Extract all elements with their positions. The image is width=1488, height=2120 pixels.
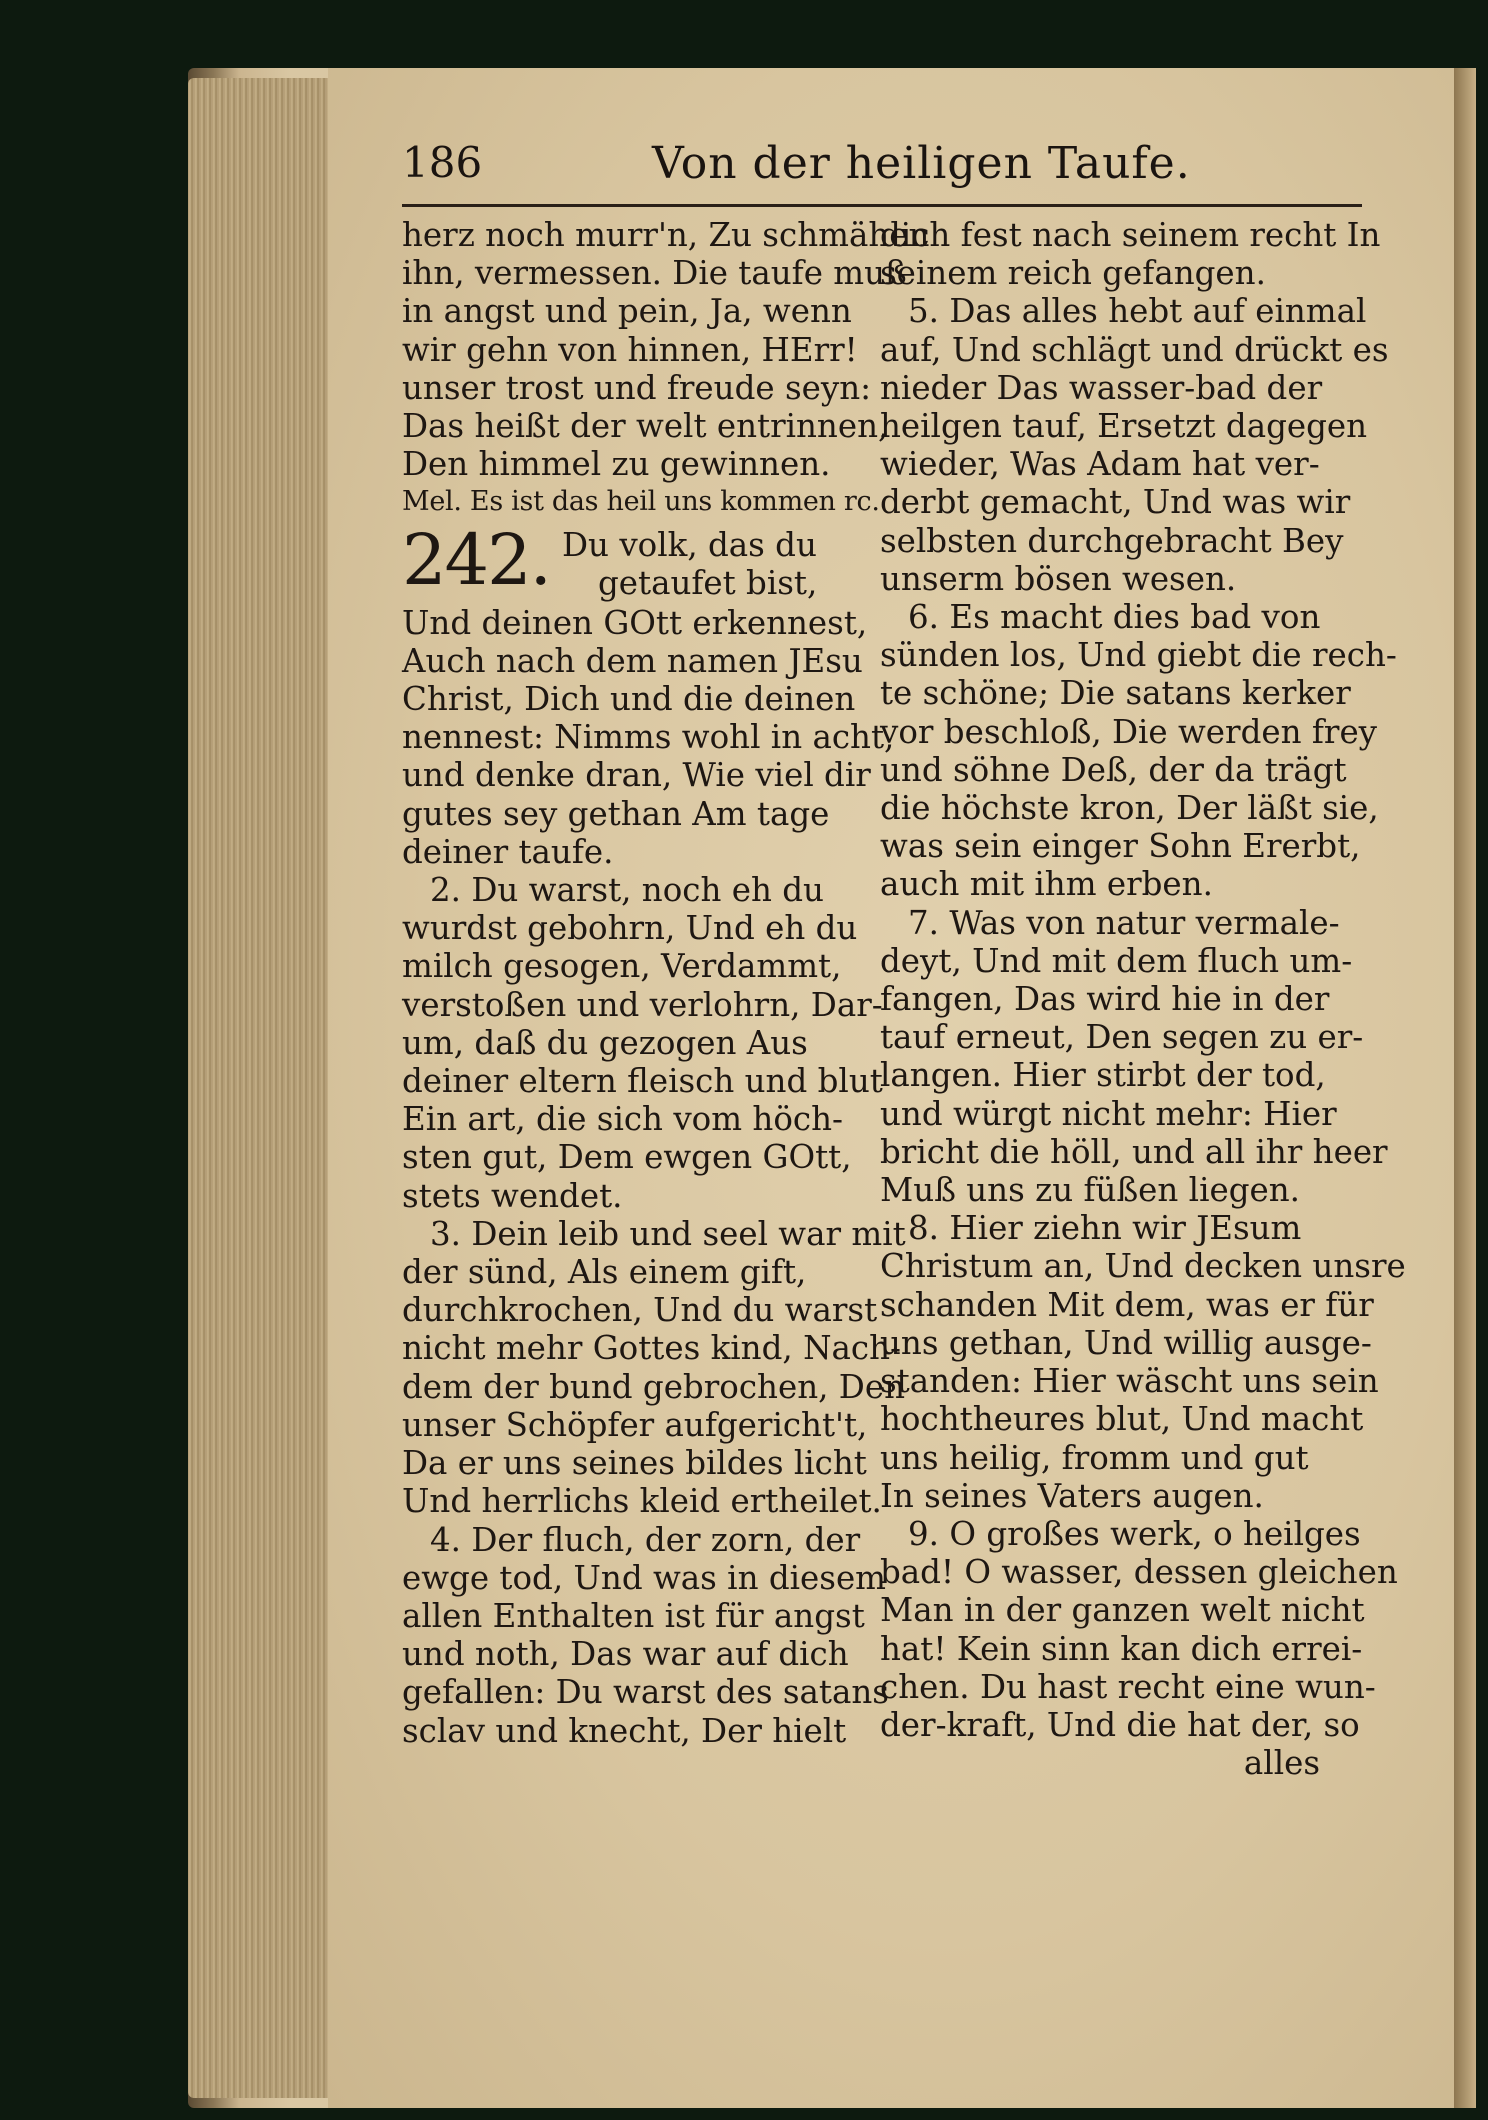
left-column-line: gutes sey gethan Am tage [402, 794, 830, 833]
left-column-line: unser Schöpfer aufgericht't, [402, 1405, 868, 1444]
left-column-line: deiner taufe. [402, 832, 614, 871]
right-column-line: seinem reich gefangen. [880, 254, 1266, 293]
left-column-line: sten gut, Dem ewgen GOtt, [402, 1138, 852, 1177]
left-column-line: ewge tod, Und was in diesem [402, 1558, 886, 1597]
left-before-lines [402, 216, 930, 484]
left-column-line: stets wendet. [402, 1176, 623, 1215]
left-column-line: sclav und knecht, Der hielt [402, 1711, 847, 1750]
right-column-line: nieder Das wasser-bad der [880, 368, 1323, 407]
right-column-line: 7. Was von natur vermale- [908, 903, 1340, 942]
running-title: Von der heiligen Taufe. [652, 138, 1191, 189]
right-column-line: 9. O großes werk, o heilges [908, 1514, 1361, 1553]
right-column-line: wieder, Was Adam hat ver- [880, 445, 1320, 484]
right-column-line: uns heilig, fromm und gut [880, 1438, 1309, 1477]
left-column-line: herz noch murr'n, Zu schmähen [402, 216, 930, 254]
left-column-line: der sünd, Als einem gift, [402, 1253, 807, 1292]
right-column-line: derbt gemacht, Und was wir [880, 483, 1351, 522]
right-column-line: und würgt nicht mehr: Hier [880, 1094, 1337, 1133]
right-column-line: langen. Hier stirbt der tod, [880, 1056, 1326, 1095]
right-column-line: tauf erneut, Den segen zu er- [880, 1018, 1364, 1057]
left-column-line: gefallen: Du warst des satans [402, 1673, 889, 1712]
left-column-line: wurdst gebohrn, Und eh du [402, 909, 858, 948]
left-column-line: Den himmel zu gewinnen. [402, 445, 831, 484]
catchword: alles [1243, 1744, 1320, 1783]
right-column-line: Man in der ganzen welt nicht [880, 1591, 1365, 1630]
header-rule [402, 204, 1362, 207]
right-column-line: uns gethan, Und willig ausge- [880, 1323, 1372, 1362]
right-column-line: vor beschloß, Die werden frey [880, 712, 1378, 751]
hymn-number: 242. [402, 518, 550, 601]
right-column-line: bricht die höll, und all ihr heer [880, 1132, 1388, 1171]
book-page [328, 68, 1454, 2108]
left-column-line: dem der bund gebrochen, Den [402, 1367, 906, 1406]
right-column-line: hochtheures blut, Und macht [880, 1400, 1364, 1439]
left-column-line: durchkrochen, Und du warst [402, 1291, 878, 1330]
right-column-line: chen. Du hast recht eine wun- [880, 1667, 1376, 1706]
right-column-line: schanden Mit dem, was er für [880, 1285, 1374, 1324]
right-column-line: der-kraft, Und die hat der, so [880, 1705, 1360, 1744]
right-column-line: unserm bösen wesen. [880, 559, 1237, 598]
page-number: 186 [402, 138, 483, 187]
facing-page-edge [1454, 68, 1476, 2108]
left-column-line: 4. Der fluch, der zorn, der [430, 1520, 861, 1559]
left-column-line: wir gehn von hinnen, HErr! [402, 330, 858, 369]
right-column-line: auf, Und schlägt und drückt es [880, 330, 1389, 369]
left-column-line: nennest: Nimms wohl in acht, [402, 718, 895, 757]
right-column-line: Christum an, Und decken unsre [880, 1247, 1406, 1286]
right-column-line: sünden los, Und giebt die rech- [880, 636, 1397, 675]
left-column-line: 3. Dein leib und seel war mit [430, 1214, 906, 1253]
right-column-line: In seines Vaters augen. [880, 1476, 1264, 1515]
hymn-heading [402, 518, 852, 604]
book [188, 68, 1476, 2108]
right-column-line: selbsten durchgebracht Bey [880, 521, 1344, 560]
page-header [402, 138, 1362, 208]
right-column-line: bad! O wasser, dessen gleichen [880, 1553, 1398, 1592]
left-column-line: Und herrlichs kleid ertheilet. [402, 1482, 882, 1521]
right-column-line: die höchste kron, Der läßt sie, [880, 789, 1379, 828]
left-column-line: unser trost und freude seyn: [402, 368, 872, 407]
hymn-second-line: getaufet bist, [598, 563, 818, 602]
left-column-line: und noth, Das war auf dich [402, 1635, 849, 1674]
right-column-line: te schöne; Die satans kerker [880, 674, 1351, 713]
right-column-line: hat! Kein sinn kan dich errei- [880, 1629, 1363, 1668]
right-column [880, 216, 1406, 1783]
left-column-line: Auch nach dem namen JEsu [402, 641, 863, 680]
right-column-line: deyt, Und mit dem fluch um- [880, 941, 1353, 980]
right-column-line: heilgen tauf, Ersetzt dagegen [880, 407, 1368, 446]
right-column-line: was sein einger Sohn Ererbt, [880, 827, 1361, 866]
left-column-line: allen Enthalten ist für angst [402, 1596, 865, 1635]
melody-line: Mel. Es ist das heil uns kommen rc. [402, 486, 880, 518]
right-column-line: 6. Es macht dies bad von [908, 598, 1321, 637]
left-column-line: Ein art, die sich vom höch- [402, 1100, 844, 1139]
right-column-line: auch mit ihm erben. [880, 865, 1213, 904]
left-column-line: ihn, vermessen. Die taufe muß [402, 254, 907, 293]
right-lines [880, 216, 1406, 1744]
right-column-line: und söhne Deß, der da trägt [880, 750, 1347, 789]
page-edges [188, 78, 328, 2098]
right-column-line: 8. Hier ziehn wir JEsum [908, 1209, 1302, 1248]
hymn-first-line: Du volk, das du [562, 525, 817, 564]
left-after-lines [402, 603, 906, 1750]
right-column-line: Muß uns zu füßen liegen. [880, 1171, 1300, 1210]
left-column-line: um, daß du gezogen Aus [402, 1023, 808, 1062]
left-column-line: deiner eltern fleisch und blut [402, 1062, 883, 1101]
right-column-line: 5. Das alles hebt auf einmal [908, 292, 1367, 331]
left-column-line: Und deinen GOtt erkennest, [402, 603, 868, 642]
left-column-line: verstoßen und verlohrn, Dar- [402, 985, 883, 1024]
right-column-line: dich fest nach seinem recht In [880, 216, 1381, 254]
right-column-line: fangen, Das wird hie in der [880, 980, 1330, 1019]
left-column-line: Das heißt der welt entrinnen, [402, 407, 889, 446]
left-column-line: und denke dran, Wie viel dir [402, 756, 871, 795]
right-column-line: standen: Hier wäscht uns sein [880, 1362, 1379, 1401]
left-column-line: milch gesogen, Verdammt, [402, 947, 842, 986]
left-column-line: Da er uns seines bildes licht [402, 1444, 867, 1483]
left-column-line: Christ, Dich und die deinen [402, 680, 856, 719]
left-column [402, 216, 930, 1750]
left-column-line: 2. Du warst, noch eh du [430, 871, 824, 910]
left-column-line: nicht mehr Gottes kind, Nach- [402, 1329, 902, 1368]
left-column-line: in angst und pein, Ja, wenn [402, 292, 852, 331]
